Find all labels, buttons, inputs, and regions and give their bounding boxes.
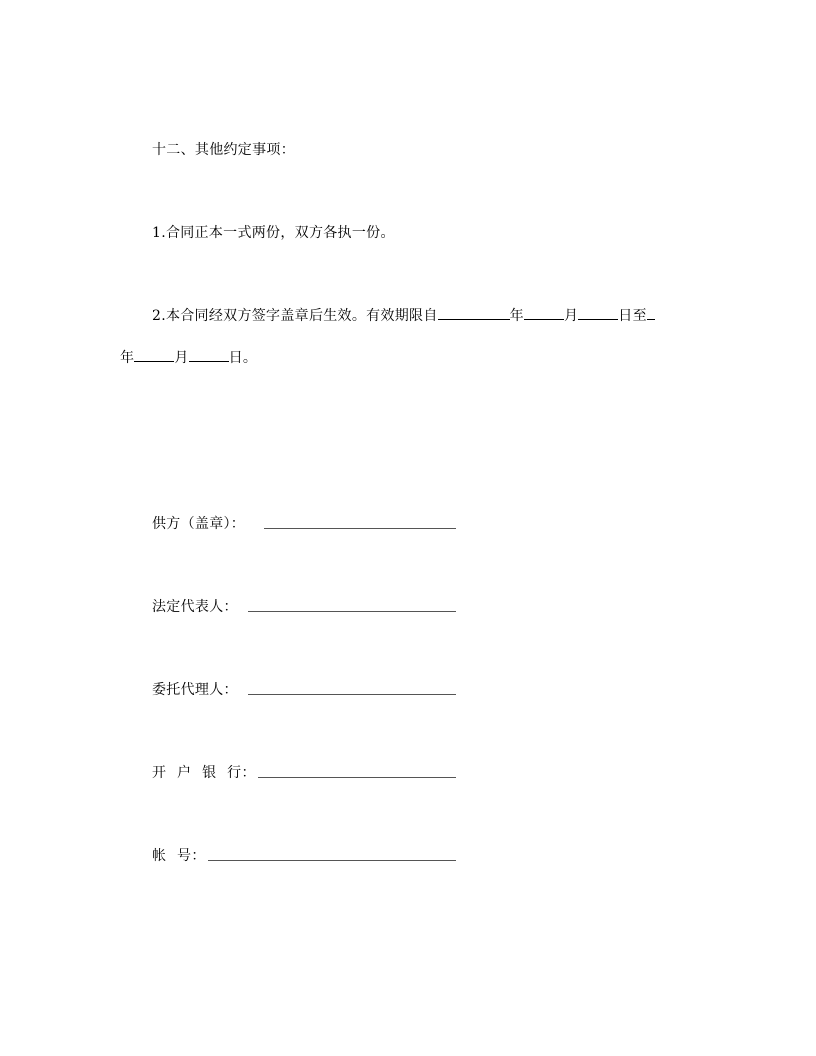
supplier-seal-field[interactable] (264, 528, 456, 529)
end-year-blank-start[interactable] (647, 305, 655, 320)
legal-rep-field[interactable] (248, 611, 456, 612)
clause-2-line-2 (120, 347, 257, 368)
end-year-label: 年 (120, 350, 135, 366)
agent-row (152, 680, 238, 700)
bank-field[interactable] (258, 777, 456, 778)
account-row (152, 846, 206, 866)
start-month-blank[interactable] (524, 305, 564, 320)
bank-row (152, 763, 256, 783)
agent-label: 委托代理人： (152, 682, 238, 698)
section-heading: 十二、其他约定事项： (152, 142, 295, 158)
start-day-to-label: 日至 (618, 308, 647, 324)
supplier-seal-row (152, 514, 245, 534)
start-year-label: 年 (509, 308, 524, 324)
account-label: 帐 号： (152, 848, 206, 864)
end-month-label: 月 (174, 350, 189, 366)
start-year-blank[interactable] (438, 305, 510, 320)
clause-1: 1.合同正本一式两份，双方各执一份。 (152, 225, 395, 241)
legal-rep-label: 法定代表人： (152, 599, 238, 615)
supplier-seal-label: 供方（盖章）： (152, 516, 246, 532)
clause-2-text: 2.本合同经双方签字盖章后生效。有效期限自 (152, 308, 438, 324)
agent-field[interactable] (248, 694, 456, 695)
end-day-blank[interactable] (189, 347, 229, 362)
legal-rep-row (152, 597, 238, 617)
end-day-label: 日。 (228, 350, 258, 366)
clause-2-line-1 (152, 305, 655, 326)
start-day-blank[interactable] (578, 305, 618, 320)
account-field[interactable] (208, 860, 456, 861)
start-month-label: 月 (563, 308, 579, 324)
bank-label: 开 户 银 行： (152, 765, 256, 781)
end-month-blank[interactable] (134, 347, 174, 362)
